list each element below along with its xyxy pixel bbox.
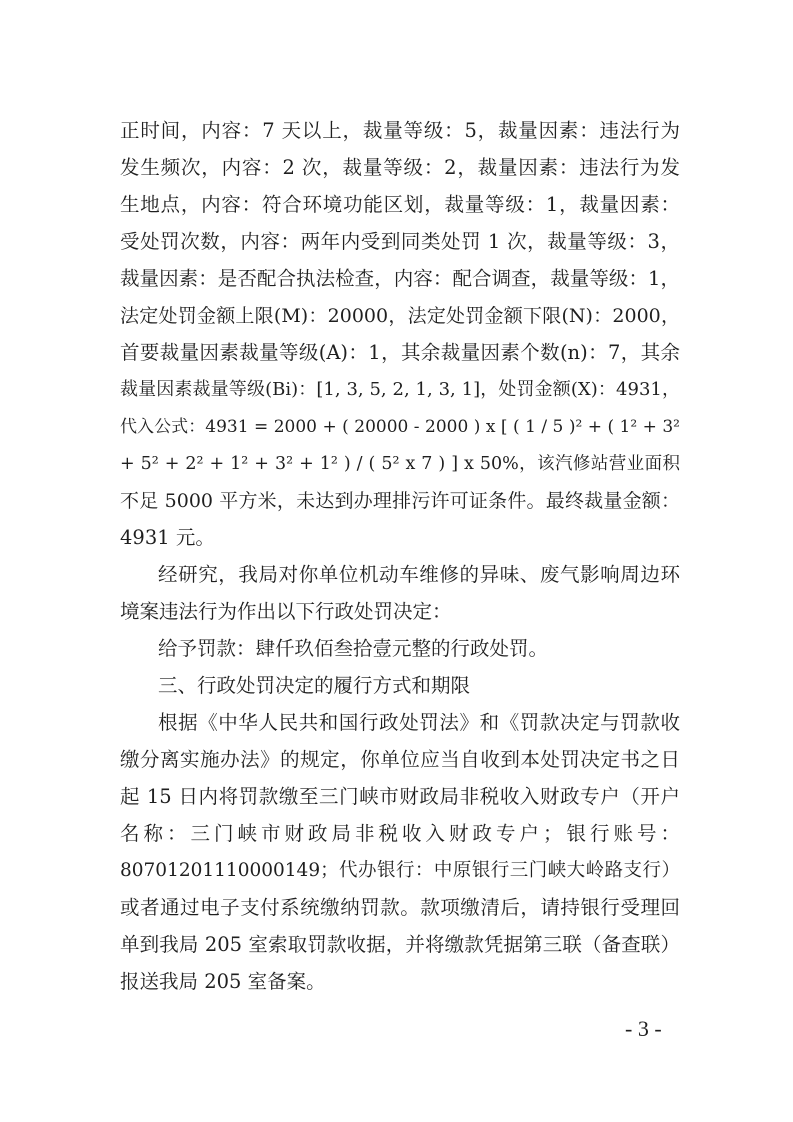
text-line: 80701201110000149；代办银行：中原银行三门峡大岭路支行） — [120, 860, 680, 881]
paragraph-first-line: 经研究，我局对你单位机动车维修的异味、废气影响周边环 — [158, 563, 680, 586]
text-line: + 5² + 2² + 1² + 3² + 1² ) / ( 5² x 7 ) ] x 50%，该汽修站营业面积 — [120, 454, 680, 474]
text-line: 单到我局 205 室索取罚款收据，并将缴款凭据第三联（备查联） — [120, 933, 680, 956]
text-line: 境案违法行为作出以下行政处罚决定： — [120, 600, 452, 623]
text-line: 缴分离实施办法》的规定，你单位应当自收到本处罚决定书之日 — [120, 748, 680, 771]
text-line: 首要裁量因素裁量等级(A)：1，其余裁量因素个数(n)：7，其余 — [120, 341, 680, 364]
penalty-decision: 给予罚款：肆仟玖佰叁拾壹元整的行政处罚。 — [158, 637, 549, 660]
text-line: 生地点，内容：符合环境功能区划，裁量等级：1，裁量因素： — [120, 193, 680, 216]
text-line: 报送我局 205 室备案。 — [120, 970, 326, 993]
text-line: 或者通过电子支付系统缴纳罚款。款项缴清后，请持银行受理回 — [120, 896, 680, 919]
text-line: 受处罚次数，内容：两年内受到同类处罚 1 次，裁量等级：3， — [120, 230, 680, 253]
text-line: 法定处罚金额上限(M)：20000，法定处罚金额下限(N)：2000， — [120, 305, 680, 327]
text-line: 发生频次，内容：2 次，裁量等级：2，裁量因素：违法行为发 — [120, 156, 680, 179]
text-line: 裁量因素：是否配合执法检查，内容：配合调查，裁量等级：1， — [120, 267, 680, 290]
paragraph-first-line: 根据《中华人民共和国行政处罚法》和《罚款决定与罚款收 — [158, 711, 680, 734]
text-line: 正时间，内容：7 天以上，裁量等级：5，裁量因素：违法行为 — [120, 119, 680, 142]
section-heading: 三、行政处罚决定的履行方式和期限 — [158, 674, 471, 697]
text-line: 4931 元。 — [120, 526, 215, 549]
page-number: - 3 - — [625, 1016, 662, 1041]
text-line: 不足 5000 平方米，未达到办理排污许可证条件。最终裁量金额： — [120, 490, 680, 512]
text-line: 裁量因素裁量等级(Bi)：[1, 3, 5, 2, 1, 3, 1]，处罚金额(X)：4931， — [120, 379, 680, 400]
text-line: 名称：三门峡市财政局非税收入财政专户；银行账号： — [120, 822, 680, 845]
text-line: 代入公式：4931 = 2000 + ( 20000 - 2000 ) x [ ( 1 / 5 )² + ( 1² + 3² — [120, 417, 680, 437]
text-line: 起 15 日内将罚款缴至三门峡市财政局非税收入财政专户（开户 — [120, 785, 680, 808]
